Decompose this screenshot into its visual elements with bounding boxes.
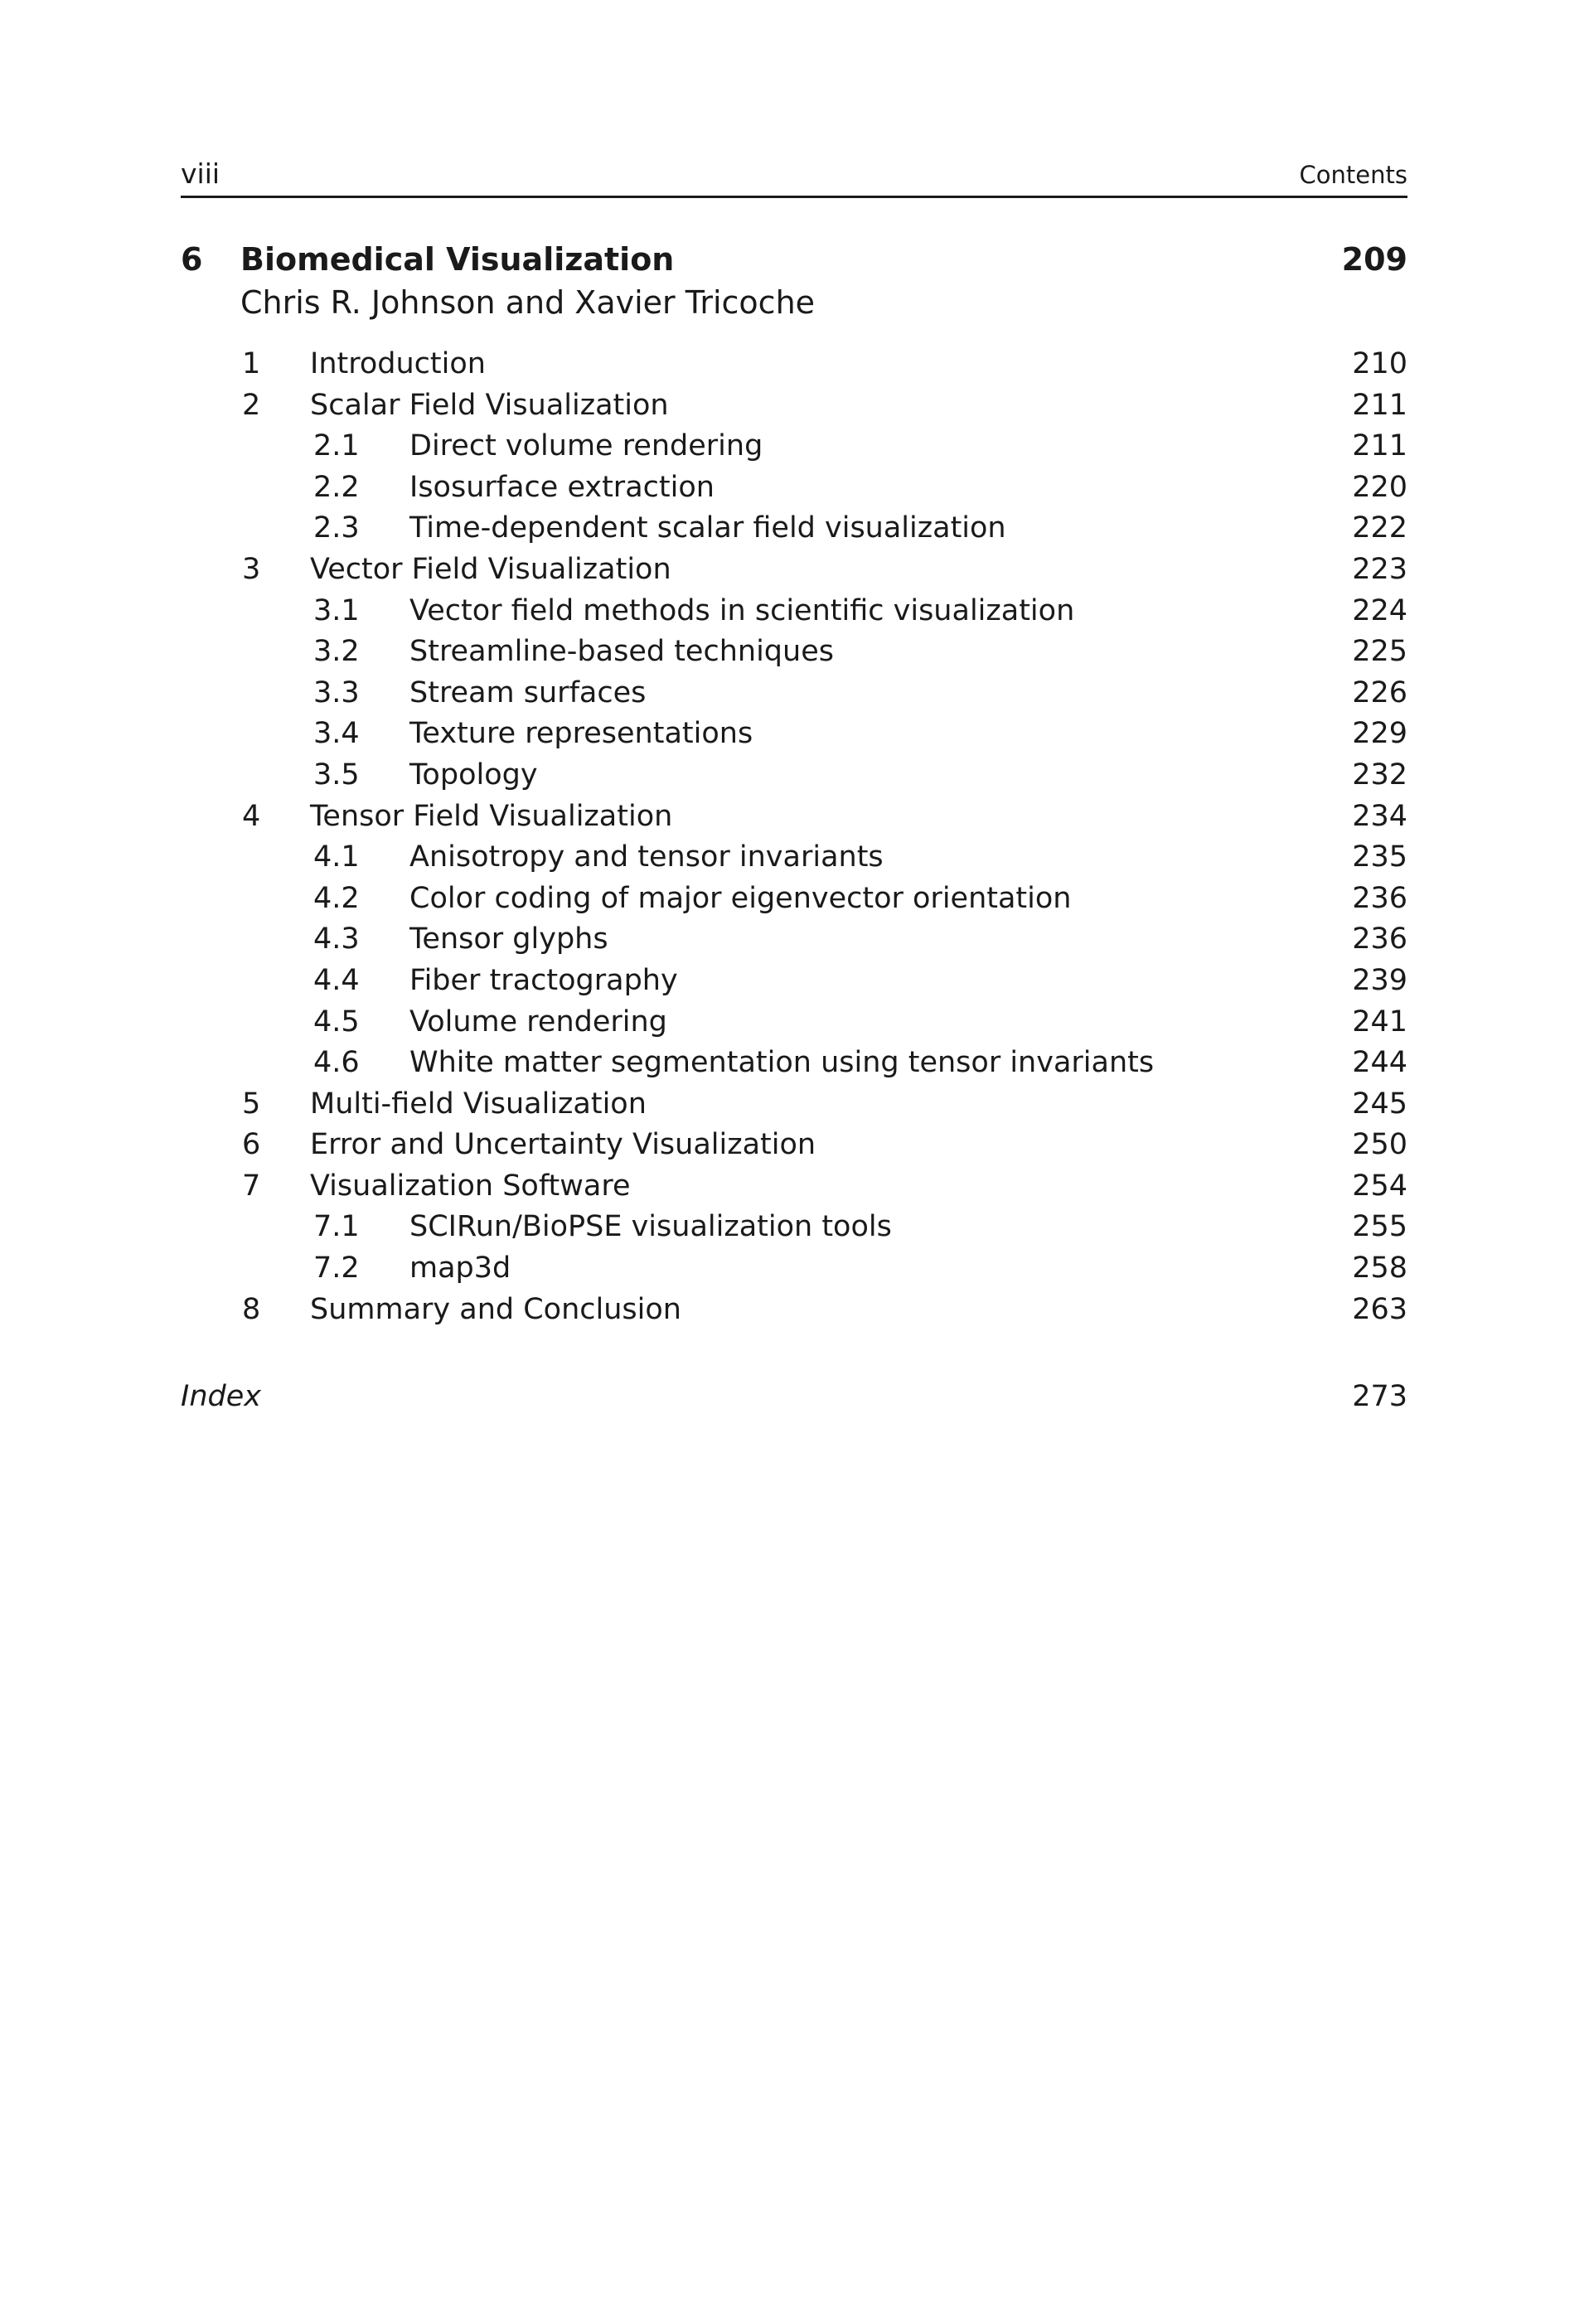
- toc-entry-page: 229: [1352, 717, 1407, 751]
- toc-entry-title: Summary and Conclusion: [310, 1292, 681, 1326]
- toc-entry-number: 4: [242, 799, 261, 833]
- toc-entry-number: 3.1: [313, 593, 360, 627]
- toc-entry-title: map3d: [409, 1252, 511, 1285]
- toc-entry-title: Vector field methods in scientific visualization: [409, 593, 1075, 627]
- toc-entry[interactable]: [181, 1169, 1407, 1211]
- toc-entry[interactable]: [181, 511, 1407, 553]
- toc-entry-page: 236: [1352, 881, 1407, 915]
- toc-entry-number: 1: [242, 347, 261, 380]
- toc-entry-title: Anisotropy and tensor invariants: [409, 840, 884, 874]
- chapter-number: 6: [181, 241, 203, 278]
- toc-entry-number: 4.1: [313, 840, 360, 874]
- toc-entry-title: Error and Uncertainty Visualization: [310, 1128, 816, 1162]
- toc-entry-title: Topology: [409, 758, 538, 792]
- toc-entry-number: 2.2: [313, 470, 360, 504]
- toc-entry-number: 5: [242, 1087, 261, 1121]
- toc-entry[interactable]: [181, 429, 1407, 471]
- toc-entry-title: Scalar Field Visualization: [310, 388, 669, 422]
- toc-entry-number: 3.3: [313, 675, 360, 709]
- toc-entry[interactable]: [181, 1046, 1407, 1087]
- toc-entry[interactable]: [181, 840, 1407, 882]
- toc-entry[interactable]: [181, 964, 1407, 1005]
- toc-entry[interactable]: [181, 1005, 1407, 1047]
- toc-entry[interactable]: [181, 1128, 1407, 1169]
- contents-page: [181, 149, 1407, 1421]
- toc-entry-number: 4.6: [313, 1046, 360, 1080]
- toc-entry-page: 236: [1352, 922, 1407, 956]
- toc-entry[interactable]: [181, 635, 1407, 676]
- toc-entry[interactable]: [181, 1210, 1407, 1252]
- toc-entry[interactable]: [181, 1087, 1407, 1129]
- toc-entry-number: 4.4: [313, 963, 360, 997]
- toc-entry[interactable]: [181, 758, 1407, 800]
- toc-entry-page: 223: [1352, 552, 1407, 586]
- toc-entry-title: Fiber tractography: [409, 963, 678, 997]
- toc-entry-title: Texture representations: [409, 717, 753, 751]
- toc-entry-number: 3.4: [313, 717, 360, 751]
- index-title: Index: [181, 1380, 261, 1414]
- toc-entry-page: 235: [1352, 840, 1407, 874]
- chapter-page: 209: [1341, 241, 1407, 278]
- toc-list: [181, 347, 1407, 1334]
- toc-entry-page: 232: [1352, 758, 1407, 792]
- toc-entry-title: Direct volume rendering: [409, 429, 763, 463]
- toc-entry-index[interactable]: [181, 1380, 1407, 1421]
- toc-entry-number: 2.3: [313, 511, 360, 545]
- toc-entry-title: Isosurface extraction: [409, 470, 715, 504]
- toc-entry-title: Color coding of major eigenvector orientation: [409, 881, 1072, 915]
- toc-entry-title: Tensor Field Visualization: [310, 799, 673, 833]
- toc-entry-page: 258: [1352, 1252, 1407, 1285]
- running-head: [181, 149, 1407, 198]
- toc-entry-page: 241: [1352, 1005, 1407, 1039]
- toc-entry-page: 226: [1352, 675, 1407, 709]
- toc-entry-title: Multi-field Visualization: [310, 1087, 647, 1121]
- toc-entry[interactable]: [181, 1252, 1407, 1293]
- toc-entry-page: 211: [1352, 388, 1407, 422]
- chapter-heading[interactable]: [181, 241, 1407, 284]
- toc-entry-number: 3.5: [313, 758, 360, 792]
- toc-entry-title: Vector Field Visualization: [310, 552, 671, 586]
- toc-entry-page: 244: [1352, 1046, 1407, 1080]
- toc-entry-number: 6: [242, 1128, 261, 1162]
- toc-entry-number: 3.2: [313, 635, 360, 669]
- toc-entry-page: 211: [1352, 429, 1407, 463]
- running-section-title: Contents: [1299, 161, 1407, 189]
- toc-entry-page: 225: [1352, 635, 1407, 669]
- page-number: viii: [181, 157, 220, 190]
- toc-entry-page: 224: [1352, 593, 1407, 627]
- toc-entry-number: 7.1: [313, 1210, 360, 1244]
- toc-entry-number: 4.5: [313, 1005, 360, 1039]
- toc-entry-title: Volume rendering: [409, 1005, 667, 1039]
- toc-entry[interactable]: [181, 800, 1407, 841]
- toc-entry[interactable]: [181, 389, 1407, 430]
- toc-entry-number: 3: [242, 552, 261, 586]
- toc-entry-page: 210: [1352, 347, 1407, 380]
- toc-entry[interactable]: [181, 471, 1407, 512]
- chapter-title: Biomedical Visualization: [240, 241, 675, 278]
- toc-entry-number: 2.1: [313, 429, 360, 463]
- toc-entry-title: SCIRun/BioPSE visualization tools: [409, 1210, 892, 1244]
- index-page: 273: [1352, 1380, 1407, 1414]
- toc-entry[interactable]: [181, 1293, 1407, 1334]
- toc-entry-title: Visualization Software: [310, 1169, 631, 1203]
- toc-entry-title: Tensor glyphs: [409, 922, 608, 956]
- toc-entry-page: 255: [1352, 1210, 1407, 1244]
- toc-entry-title: Stream surfaces: [409, 675, 647, 709]
- toc-entry-title: Streamline-based techniques: [409, 635, 834, 669]
- toc-entry-page: 245: [1352, 1087, 1407, 1121]
- toc-entry-number: 4.2: [313, 881, 360, 915]
- toc-entry[interactable]: [181, 922, 1407, 964]
- toc-entry-page: 263: [1352, 1292, 1407, 1326]
- toc-entry-number: 8: [242, 1292, 261, 1326]
- toc-entry[interactable]: [181, 553, 1407, 594]
- toc-entry-number: 4.3: [313, 922, 360, 956]
- toc-entry-number: 7: [242, 1169, 261, 1203]
- toc-entry-number: 2: [242, 388, 261, 422]
- toc-entry-title: Introduction: [310, 347, 486, 380]
- toc-entry-title: Time-dependent scalar field visualization: [409, 511, 1006, 545]
- toc-entry[interactable]: [181, 882, 1407, 923]
- toc-entry-page: 234: [1352, 799, 1407, 833]
- toc-entry[interactable]: [181, 347, 1407, 389]
- toc-entry-number: 7.2: [313, 1252, 360, 1285]
- toc-entry-page: 222: [1352, 511, 1407, 545]
- toc-entry[interactable]: [181, 594, 1407, 636]
- toc-entry-page: 220: [1352, 470, 1407, 504]
- chapter-authors: Chris R. Johnson and Xavier Tricoche: [240, 284, 816, 321]
- toc-entry-page: 250: [1352, 1128, 1407, 1162]
- toc-entry[interactable]: [181, 717, 1407, 758]
- toc-entry-title: White matter segmentation using tensor invariants: [409, 1046, 1155, 1080]
- toc-entry-page: 239: [1352, 963, 1407, 997]
- toc-entry-page: 254: [1352, 1169, 1407, 1203]
- toc-entry[interactable]: [181, 676, 1407, 718]
